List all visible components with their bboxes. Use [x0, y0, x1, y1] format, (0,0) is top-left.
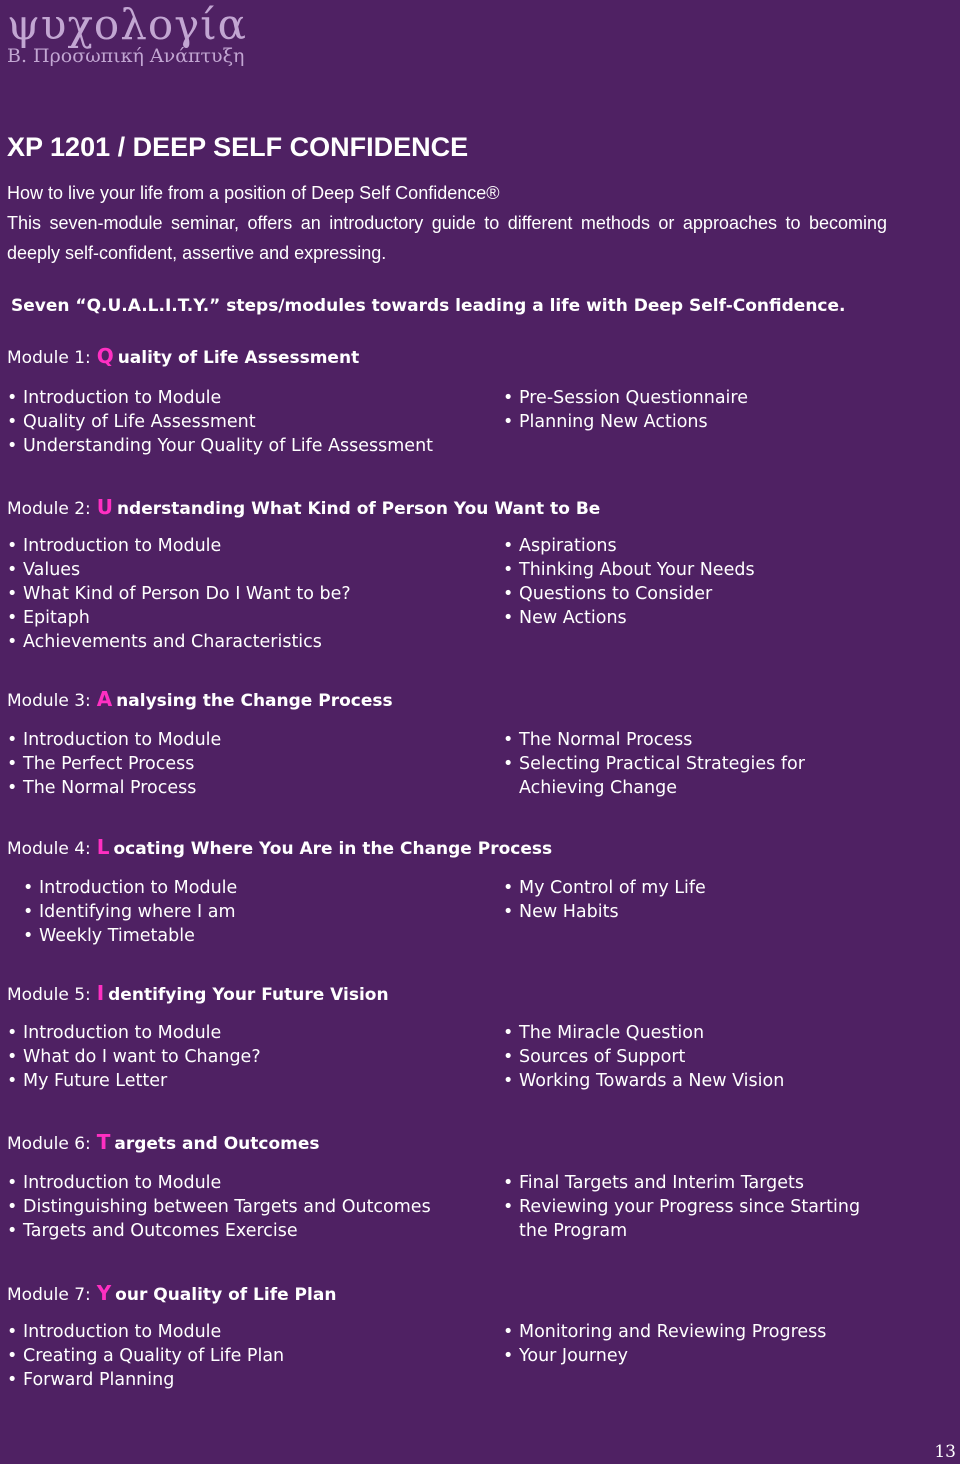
- list-item: • My Control of my Life: [503, 876, 943, 900]
- list-item: • Creating a Quality of Life Plan: [7, 1344, 487, 1368]
- brand-title: ψυχολογία: [7, 0, 248, 49]
- list-item: • Your Journey: [503, 1344, 943, 1368]
- module-title: [7, 1281, 947, 1305]
- list-item: • Understanding Your Quality of Life Assessment: [7, 434, 487, 458]
- module-topics-right: [503, 1021, 943, 1093]
- list-item: • Weekly Timetable: [23, 924, 503, 948]
- module-letter: L: [96, 835, 110, 859]
- module-topics-left: [7, 386, 487, 458]
- module-letter: I: [96, 981, 105, 1005]
- module-number: Module 1:: [7, 348, 91, 368]
- list-item: • Planning New Actions: [503, 410, 943, 434]
- list-item: • Forward Planning: [7, 1368, 487, 1392]
- list-item: • Introduction to Module: [7, 1021, 487, 1045]
- module-number: Module 7:: [7, 1285, 91, 1305]
- module-title: [7, 835, 947, 859]
- list-item: • New Habits: [503, 900, 943, 924]
- list-item: • The Miracle Question: [503, 1021, 943, 1045]
- list-item: • Introduction to Module: [7, 1171, 487, 1195]
- module-name: dentifying Your Future Vision: [108, 985, 389, 1005]
- module-number: Module 5:: [7, 985, 91, 1005]
- module-letter: T: [96, 1130, 111, 1154]
- list-item: • Achievements and Characteristics: [7, 630, 487, 654]
- module-letter: A: [96, 687, 113, 711]
- list-item: • Thinking About Your Needs: [503, 558, 943, 582]
- list-item: • Working Towards a New Vision: [503, 1069, 943, 1093]
- brand-subtitle: Β. Προσωπική Ανάπτυξη: [7, 45, 245, 67]
- module-number: Module 2:: [7, 499, 91, 519]
- module-title: [7, 1130, 947, 1154]
- list-item: • Quality of Life Assessment: [7, 410, 487, 434]
- module-6: [7, 1130, 947, 1301]
- list-item: • The Normal Process: [503, 728, 943, 752]
- list-item: • Epitaph: [7, 606, 487, 630]
- course-tagline: How to live your life from a position of Deep Self Confidence®: [7, 183, 500, 203]
- list-item: • Introduction to Module: [23, 876, 503, 900]
- module-2: [7, 495, 947, 664]
- module-topics-right: [503, 728, 943, 800]
- module-title: [7, 344, 947, 368]
- module-topics-left: [7, 1021, 487, 1093]
- list-item: • Introduction to Module: [7, 1320, 487, 1344]
- module-title: [7, 495, 947, 519]
- list-item: • Final Targets and Interim Targets: [503, 1171, 943, 1195]
- steps-heading: Seven “Q.U.A.L.I.T.Y.” steps/modules towards leading a life with Deep Self-Confidence.: [11, 296, 846, 316]
- list-item: • Distinguishing between Targets and Outcomes: [7, 1195, 487, 1219]
- module-title: [7, 981, 947, 1005]
- module-name: ocating Where You Are in the Change Process: [113, 839, 553, 859]
- list-item: • Pre-Session Questionnaire: [503, 386, 943, 410]
- module-topics-left: [7, 728, 487, 800]
- list-item: • New Actions: [503, 606, 943, 630]
- course-intro: [7, 178, 887, 268]
- module-topics-left: [7, 1320, 487, 1392]
- module-topics-left: [7, 534, 487, 654]
- list-item: • The Normal Process: [7, 776, 487, 800]
- module-topics-right: [503, 386, 943, 434]
- module-topics-left: [23, 876, 503, 948]
- list-item: • Aspirations: [503, 534, 943, 558]
- module-title: [7, 687, 947, 711]
- module-name: nalysing the Change Process: [116, 691, 393, 711]
- list-item: • Values: [7, 558, 487, 582]
- module-topics-right: [503, 534, 943, 630]
- list-item: • What do I want to Change?: [7, 1045, 487, 1069]
- module-topics-right: [503, 876, 943, 924]
- list-item: • What Kind of Person Do I Want to be?: [7, 582, 487, 606]
- list-item: • Questions to Consider: [503, 582, 943, 606]
- module-name: nderstanding What Kind of Person You Want to Be: [116, 499, 601, 519]
- module-topics-left: [7, 1171, 487, 1243]
- module-3: [7, 687, 947, 858]
- module-name: uality of Life Assessment: [117, 348, 360, 368]
- list-item: • Selecting Practical Strategies for Achieving Change: [503, 752, 943, 800]
- module-letter: Y: [96, 1281, 112, 1305]
- module-number: Module 6:: [7, 1134, 91, 1154]
- module-letter: U: [96, 495, 113, 519]
- module-name: argets and Outcomes: [114, 1134, 320, 1154]
- list-item: • The Perfect Process: [7, 752, 487, 776]
- module-1: [7, 344, 947, 516]
- list-item: • Targets and Outcomes Exercise: [7, 1219, 487, 1243]
- list-item: • Reviewing your Progress since Starting the Program: [503, 1195, 943, 1243]
- brand-header: [7, 0, 247, 68]
- module-letter: Q: [96, 344, 114, 368]
- module-number: Module 4:: [7, 839, 91, 859]
- course-description: This seven-module seminar, offers an introductory guide to different methods or approaches to becoming deeply self-confident, assertive and expressing.: [7, 213, 887, 263]
- list-item: • Introduction to Module: [7, 534, 487, 558]
- list-item: • Monitoring and Reviewing Progress: [503, 1320, 943, 1344]
- course-title: XP 1201 / DEEP SELF CONFIDENCE: [7, 132, 469, 162]
- list-item: • My Future Letter: [7, 1069, 487, 1093]
- module-7: [7, 1281, 947, 1450]
- list-item: • Introduction to Module: [7, 386, 487, 410]
- list-item: • Sources of Support: [503, 1045, 943, 1069]
- module-5: [7, 981, 947, 1151]
- page-number: 13: [934, 1442, 956, 1462]
- module-name: our Quality of Life Plan: [115, 1285, 337, 1305]
- list-item: • Introduction to Module: [7, 728, 487, 752]
- module-topics-right: [503, 1320, 943, 1368]
- module-number: Module 3:: [7, 691, 91, 711]
- module-topics-right: [503, 1171, 943, 1243]
- list-item: • Identifying where I am: [23, 900, 503, 924]
